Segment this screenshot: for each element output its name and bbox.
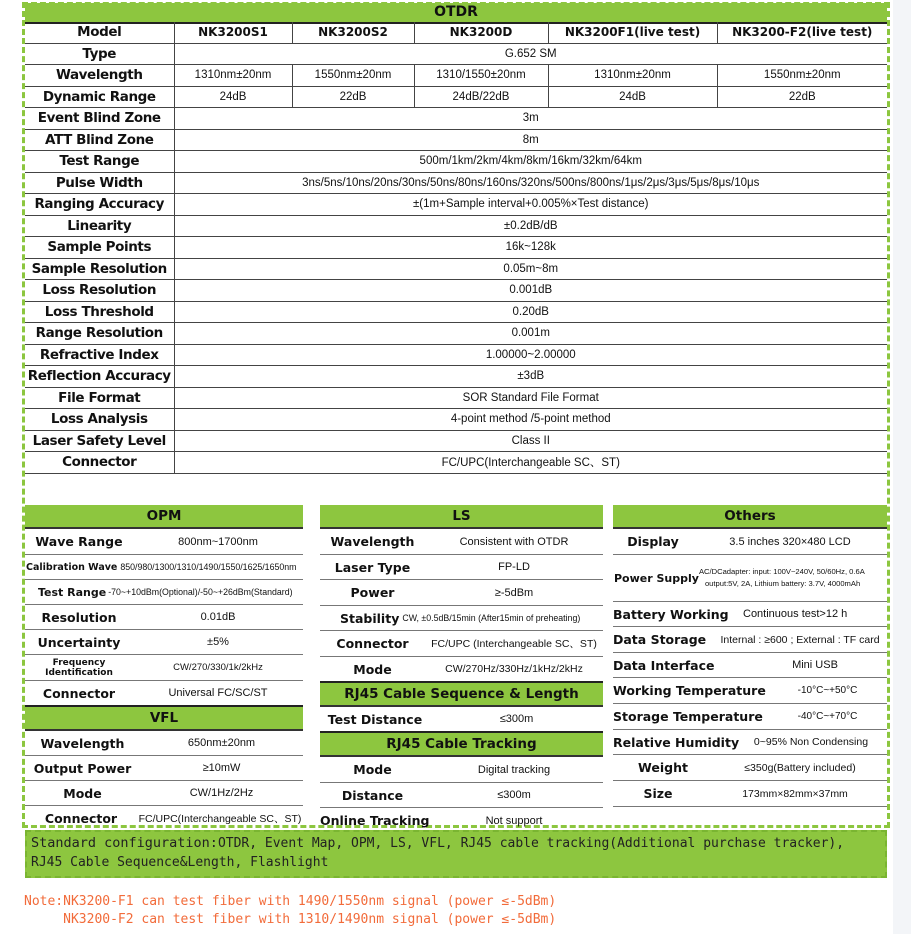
row-label: Reflection Accuracy bbox=[25, 366, 174, 388]
list-item bbox=[613, 529, 887, 555]
spec-label: Distance bbox=[341, 787, 404, 803]
table-row bbox=[25, 452, 887, 474]
spec-label: Frequency Identification bbox=[45, 657, 113, 678]
row-value: Class II bbox=[174, 430, 887, 452]
row-value: 0.001m bbox=[174, 323, 887, 345]
model-header: NK3200-F2(live test) bbox=[717, 22, 887, 43]
spec-label: Calibration Wave bbox=[26, 561, 118, 573]
spec-label: Display bbox=[627, 534, 679, 549]
ls-panel bbox=[320, 505, 603, 834]
spec-value: FP-LD bbox=[498, 561, 530, 573]
opm-title: OPM bbox=[25, 505, 303, 529]
list-item bbox=[613, 602, 887, 627]
spec-label: Connector bbox=[336, 636, 409, 651]
row-value: 1310nm±20nm bbox=[174, 65, 292, 87]
list-item bbox=[25, 580, 303, 605]
row-label: Loss Threshold bbox=[25, 301, 174, 323]
model-header: NK3200F1(live test) bbox=[548, 22, 717, 43]
row-value: 0.05m~8m bbox=[174, 258, 887, 280]
spec-value: 0~95% Non Condensing bbox=[753, 736, 869, 748]
spec-label: Storage Temperature bbox=[613, 709, 763, 724]
row-value: 1.00000~2.00000 bbox=[174, 344, 887, 366]
row-label: Pulse Width bbox=[25, 172, 174, 194]
spec-value: -40°C~+70°C bbox=[797, 711, 858, 722]
spec-value: 0.01dB bbox=[200, 611, 236, 623]
spec-value: CW/270/330/1k/2kHz bbox=[173, 662, 263, 673]
standard-configuration-label: Standard configuration: bbox=[31, 835, 218, 851]
spec-label: Connector bbox=[44, 811, 118, 826]
spec-value: AC/DCadapter: input: 100V~240V, 50/60Hz, 0.6A bbox=[698, 567, 865, 576]
list-item bbox=[320, 529, 603, 555]
page-edge-shade bbox=[893, 0, 911, 934]
spec-value: ≥-5dBm bbox=[494, 586, 534, 599]
spec-value: 650nm±20nm bbox=[187, 737, 256, 749]
row-value: ±0.2dB/dB bbox=[174, 215, 887, 237]
spec-value: 173mm×82mm×37mm bbox=[742, 787, 848, 800]
spec-label: Mode bbox=[353, 762, 392, 777]
row-label: File Format bbox=[25, 387, 174, 409]
ls-title: LS bbox=[320, 505, 603, 529]
spec-value: CW/1Hz/2Hz bbox=[189, 787, 254, 799]
spec-value: Mini USB bbox=[792, 659, 838, 671]
vfl-title: VFL bbox=[25, 707, 303, 731]
row-value: 1310nm±20nm bbox=[548, 65, 717, 87]
row-value: 22dB bbox=[717, 86, 887, 108]
spec-label: Power Supply bbox=[614, 571, 699, 585]
opm-panel bbox=[25, 505, 303, 832]
list-item bbox=[613, 781, 887, 807]
list-item bbox=[320, 783, 603, 808]
table-row bbox=[25, 430, 887, 452]
list-item bbox=[320, 555, 603, 580]
list-item bbox=[613, 555, 887, 602]
note-line: NK3200-F2 can test fiber with 1310/1490nm signal (power ≤-5dBm) bbox=[24, 912, 557, 927]
row-value: 16k~128k bbox=[174, 237, 887, 259]
list-item bbox=[25, 555, 303, 580]
row-value: 1310/1550±20nm bbox=[414, 65, 548, 87]
row-label: Laser Safety Level bbox=[25, 430, 174, 452]
table-row bbox=[25, 151, 887, 173]
model-header: NK3200S2 bbox=[292, 22, 414, 43]
list-item bbox=[613, 755, 887, 781]
spec-value: -70~+10dBm(Optional)/-50~+26dBm(Standard) bbox=[108, 587, 293, 597]
list-item bbox=[25, 781, 303, 806]
table-row bbox=[25, 215, 887, 237]
list-item bbox=[613, 678, 887, 704]
spec-value: Not support bbox=[485, 814, 543, 827]
spec-value: ±5% bbox=[207, 636, 229, 648]
spec-label: Output Power bbox=[33, 760, 132, 776]
spec-label: Data Storage bbox=[613, 632, 707, 647]
list-item bbox=[613, 653, 887, 678]
spec-value: Digital tracking bbox=[477, 763, 551, 776]
row-label: Linearity bbox=[25, 215, 174, 237]
spec-label: Data Interface bbox=[613, 657, 715, 673]
power-supply-values bbox=[699, 566, 865, 590]
row-label: Loss Analysis bbox=[25, 409, 174, 431]
list-item bbox=[613, 627, 887, 653]
row-value: 24dB bbox=[174, 86, 292, 108]
list-item bbox=[25, 655, 303, 681]
spec-value: FC/UPC(Interchangeable SC、ST) bbox=[138, 813, 302, 825]
table-row bbox=[25, 280, 887, 302]
otdr-section-title: OTDR bbox=[25, 3, 887, 24]
spec-label: Connector bbox=[42, 685, 116, 701]
note-line: Note:NK3200-F1 can test fiber with 1490/1550nm signal (power ≤-5dBm) bbox=[24, 894, 557, 909]
table-row bbox=[25, 129, 887, 151]
row-label: Sample Points bbox=[25, 237, 174, 259]
row-label: Wavelength bbox=[25, 65, 174, 87]
spec-label: Relative Humidity bbox=[613, 734, 740, 750]
spec-value: CW/270Hz/330Hz/1kHz/2kHz bbox=[445, 663, 583, 675]
list-item bbox=[25, 806, 303, 832]
row-value: G.652 SM bbox=[174, 43, 887, 65]
spec-value: ≤300m bbox=[499, 713, 534, 725]
row-label: Ranging Accuracy bbox=[25, 194, 174, 216]
row-value: 500m/1km/2km/4km/8km/16km/32km/64km bbox=[174, 151, 887, 173]
list-item bbox=[25, 605, 303, 630]
row-label: Model bbox=[25, 22, 174, 43]
list-item bbox=[320, 580, 603, 606]
model-header: NK3200S1 bbox=[174, 22, 292, 43]
row-label: Event Blind Zone bbox=[25, 108, 174, 130]
table-row-type bbox=[25, 43, 887, 65]
spec-value: 800nm~1700nm bbox=[178, 535, 258, 548]
row-label: Type bbox=[25, 43, 174, 65]
row-value: 24dB/22dB bbox=[414, 86, 548, 108]
row-label: Dynamic Range bbox=[25, 86, 174, 108]
table-row-wavelength bbox=[25, 65, 887, 87]
spec-label: Stability bbox=[340, 610, 400, 626]
standard-configuration-text: OTDR, Event Map, OPM, LS, VFL, RJ45 cable tracking(Additional purchase tracker), RJ45 Cable Sequence&Length, Flashlight bbox=[31, 836, 845, 870]
spec-label: Size bbox=[643, 786, 673, 801]
spec-value: Universal FC/SC/ST bbox=[168, 687, 268, 699]
row-value: ±3dB bbox=[174, 366, 887, 388]
list-item bbox=[25, 731, 303, 756]
table-row bbox=[25, 172, 887, 194]
spec-label: Battery Working bbox=[613, 606, 729, 622]
row-value: 4-point method /5-point method bbox=[174, 409, 887, 431]
spec-label: Test Range bbox=[38, 585, 107, 599]
list-item bbox=[320, 707, 603, 733]
spec-value: -10°C~+50°C bbox=[797, 685, 858, 696]
standard-configuration bbox=[25, 830, 887, 878]
row-label: Test Range bbox=[25, 151, 174, 173]
spec-label: Laser Type bbox=[334, 559, 411, 575]
table-row-dynamic-range bbox=[25, 86, 887, 108]
row-value: 22dB bbox=[292, 86, 414, 108]
row-value: SOR Standard File Format bbox=[174, 387, 887, 409]
row-label: ATT Blind Zone bbox=[25, 129, 174, 151]
others-title: Others bbox=[613, 505, 887, 529]
row-label: Connector bbox=[25, 452, 174, 474]
spec-value: Consistent with OTDR bbox=[459, 535, 569, 548]
list-item bbox=[25, 681, 303, 707]
spec-label: Resolution bbox=[41, 609, 117, 625]
list-item bbox=[320, 606, 603, 631]
row-value: 0.001dB bbox=[174, 280, 887, 302]
table-row bbox=[25, 301, 887, 323]
row-label: Range Resolution bbox=[25, 323, 174, 345]
table-row bbox=[25, 237, 887, 259]
note bbox=[24, 893, 556, 929]
spec-label: Uncertainty bbox=[37, 634, 121, 650]
rj45-tracking-title: RJ45 Cable Tracking bbox=[320, 733, 603, 757]
row-label: Loss Resolution bbox=[25, 280, 174, 302]
row-value: 8m bbox=[174, 129, 887, 151]
table-row bbox=[25, 258, 887, 280]
otdr-spec-table bbox=[25, 22, 887, 474]
spec-value: output:5V, 2A, Lithium battery: 3.7V, 4000mAh bbox=[704, 579, 861, 588]
list-item bbox=[320, 631, 603, 657]
spec-value: Continuous test>12 h bbox=[743, 608, 848, 620]
model-header: NK3200D bbox=[414, 22, 548, 43]
row-value: FC/UPC(Interchangeable SC、ST) bbox=[174, 452, 887, 474]
row-label: Refractive Index bbox=[25, 344, 174, 366]
spec-label: Wavelength bbox=[40, 735, 125, 751]
spec-label: Wave Range bbox=[35, 534, 123, 549]
row-value: 3m bbox=[174, 108, 887, 130]
spec-value: ≤300m bbox=[497, 789, 531, 801]
spec-value: CW, ±0.5dB/15min (After15min of preheating) bbox=[402, 613, 581, 623]
table-row-model bbox=[25, 22, 887, 43]
table-row bbox=[25, 387, 887, 409]
spec-label: Wavelength bbox=[330, 534, 415, 549]
row-value: ±(1m+Sample interval+0.005%×Test distance) bbox=[174, 194, 887, 216]
row-value: 1550nm±20nm bbox=[292, 65, 414, 87]
list-item bbox=[613, 704, 887, 730]
spec-label: Test Distance bbox=[327, 711, 423, 727]
list-item bbox=[613, 730, 887, 755]
row-label: Sample Resolution bbox=[25, 258, 174, 280]
others-panel bbox=[613, 505, 887, 807]
list-item bbox=[320, 657, 603, 683]
table-row bbox=[25, 409, 887, 431]
list-item bbox=[320, 757, 603, 783]
spec-label: Working Temperature bbox=[613, 683, 766, 698]
list-item bbox=[25, 630, 303, 655]
row-value: 3ns/5ns/10ns/20ns/30ns/50ns/80ns/160ns/320ns/500ns/800ns/1μs/2μs/3μs/5μs/8μs/10μs bbox=[174, 172, 887, 194]
table-row bbox=[25, 323, 887, 345]
spec-value: ≥10mW bbox=[202, 762, 241, 774]
table-row bbox=[25, 108, 887, 130]
table-row bbox=[25, 344, 887, 366]
list-item bbox=[25, 529, 303, 555]
row-value: 0.20dB bbox=[174, 301, 887, 323]
table-row bbox=[25, 366, 887, 388]
spec-value: Internal : ≥600 ; External : TF card bbox=[720, 633, 880, 646]
spec-value: 850/980/1300/1310/1490/1550/1625/1650nm bbox=[120, 562, 297, 572]
row-value: 24dB bbox=[548, 86, 717, 108]
spec-value: ≤350g(Battery included) bbox=[744, 761, 856, 774]
spec-label: Weight bbox=[638, 760, 688, 775]
table-row bbox=[25, 194, 887, 216]
row-value: 1550nm±20nm bbox=[717, 65, 887, 87]
spec-label: Mode bbox=[353, 661, 392, 677]
list-item bbox=[25, 756, 303, 781]
spec-label: Mode bbox=[63, 785, 102, 801]
spec-label: Power bbox=[350, 585, 395, 600]
rj45-sequence-title: RJ45 Cable Sequence & Length bbox=[320, 683, 603, 707]
spec-value: 3.5 inches 320×480 LCD bbox=[729, 535, 851, 548]
spec-label: Online Tracking bbox=[320, 813, 430, 828]
spec-value: FC/UPC (Interchangeable SC、ST) bbox=[431, 638, 597, 650]
